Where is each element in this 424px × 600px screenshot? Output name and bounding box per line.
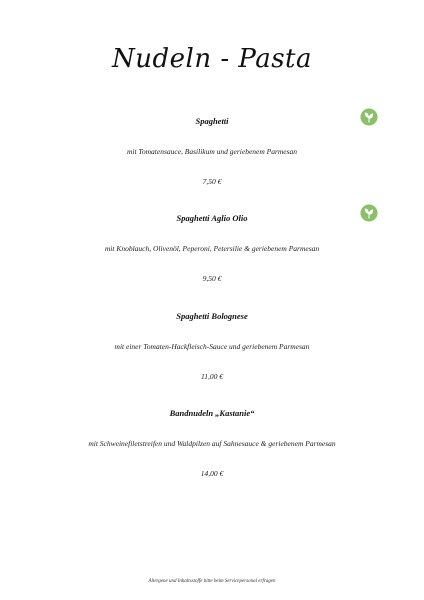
dish-name: Spaghetti [195,116,229,126]
menu-item-spaghetti-aglio-olio [0,213,424,284]
dish-price: 9,50 € [202,274,222,283]
menu-item-spaghetti [0,116,424,187]
dish-price: 7,50 € [202,177,222,186]
dish-price: 11,00 € [201,372,223,381]
page-title: Nudeln - Pasta [111,44,313,74]
dish-description: mit Schweinefiletstreifen und Waldpilzen auf Sahnesauce & geriebenem Parmesan [88,439,336,448]
dish-name: Spaghetti Aglio Olio [176,213,248,223]
dish-name: Spaghetti Bolognese [176,311,248,321]
dish-description: mit Knoblauch, Olivenöl, Peperoni, Petersilie & geriebenem Parmesan [104,244,320,253]
dish-price: 14,00 € [200,469,224,478]
menu-item-bandnudeln-kastanie [0,408,424,479]
menu-item-spaghetti-bolognese [0,311,424,382]
allergen-note: Allergene und Inhaltsstoffe bitte beim Servicepersonal erfragen [148,579,276,584]
leaf-icon [360,108,378,126]
dish-description: mit einer Tomaten-Hackfleisch-Sauce und geriebenem Parmesan [114,342,310,351]
dish-name: Bandnudeln „Kastanie“ [169,408,255,418]
leaf-icon [360,204,378,222]
dish-description: mit Tomatensauce, Basilikum und geriebenem Parmesan [126,147,298,156]
